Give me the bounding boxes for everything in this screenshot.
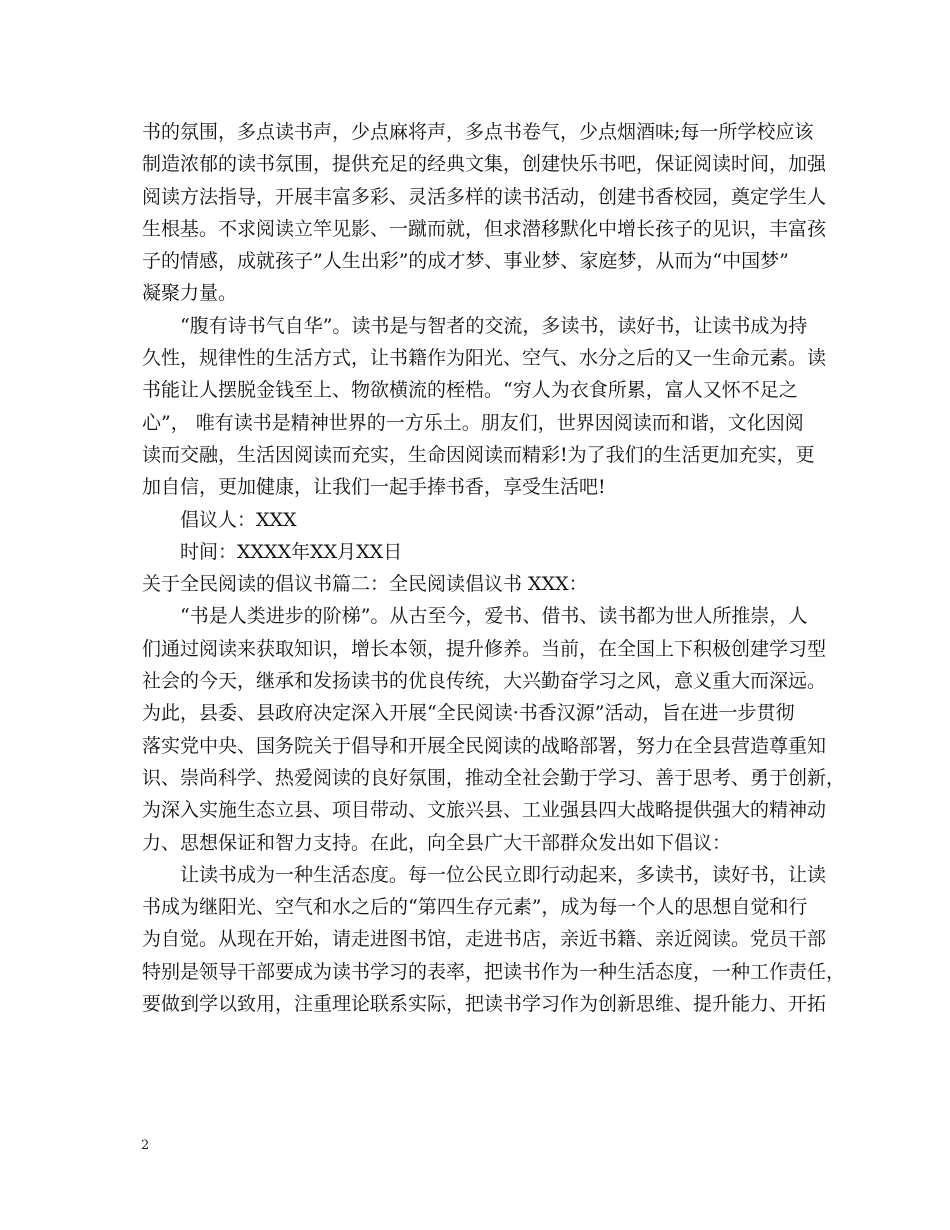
text-line: 书能让人摆脱金钱至上、物欲横流的桎梏。“穷人为衣食所累，富人又怀不足之 <box>142 379 798 402</box>
text-line: 识、崇尚科学、热爱阅读的良好氛围，推动全社会勤于学习、善于思考、勇于创新， <box>142 766 846 789</box>
text-line: 为深入实施生态立县、项目带动、文旅兴县、工业强县四大战略提供强大的精神动 <box>142 799 827 822</box>
text-line: 书的氛围，多点读书声，少点麻将声，多点书卷气，少点烟酒味;每一所学校应该 <box>142 121 814 143</box>
page-number: 2 <box>141 1138 150 1153</box>
text-line: 读而交融，生活因阅读而充实，生命因阅读而精彩!为了我们的生活更加充实，更 <box>142 443 815 466</box>
text-line: 生根基。不求阅读立竿见影、一蹴而就，但求潜移默化中增长孩子的见识，丰富孩 <box>142 217 827 240</box>
text-line: 凝聚力量。 <box>142 282 238 305</box>
text-line: 们通过阅读来获取知识，增长本领，提升修养。当前，在全国上下积极创建学习型 <box>142 637 827 660</box>
text-line: 子的情感，成就孩子”人生出彩”的成才梦、事业梦、家庭梦，从而为“中国梦” <box>142 250 789 273</box>
text-line: 社会的今天，继承和发扬读书的优良传统，大兴勤奋学习之风，意义重大而深远。 <box>142 670 827 693</box>
date-line: 时间：XXXX年XX月XX日 <box>142 540 403 563</box>
text-line: 力、思想保证和智力支持。在此，向全县广大干部群众发出如下倡议： <box>142 831 732 854</box>
text-line: 心”， 唯有读书是精神世界的一方乐土。朋友们，世界因阅读而和谐，文化因阅 <box>142 411 804 434</box>
text-line: 加自信，更加健康，让我们一起手捧书香，享受生活吧! <box>142 476 606 499</box>
text-line: 为此，县委、县政府决定深入开展“全民阅读·书香汉源”活动，旨在进一步贯彻 <box>142 702 795 725</box>
text-line: 特别是领导干部要成为读书学习的表率，把读书作为一种生活态度，一种工作责任， <box>142 960 846 983</box>
text-line: 书成为继阳光、空气和水之后的“第四生存元素”，成为每一个人的思想自觉和行 <box>142 896 808 919</box>
text-line: “书是人类进步的阶梯”。从古至今，爱书、借书、读书都为世人所推崇，人 <box>142 605 808 628</box>
text-line: 落实党中央、国务院关于倡导和开展全民阅读的战略部署，努力在全县营造尊重知 <box>142 734 827 757</box>
section-heading: 关于全民阅读的倡议书篇二：全民阅读倡议书 XXX： <box>142 573 588 596</box>
text-line: 让读书成为一种生活态度。每一位公民立即行动起来，多读书，读好书，让读 <box>142 863 827 886</box>
text-line: 久性，规律性的生活方式，让书籍作为阳光、空气、水分之后的又一生命元素。读 <box>142 347 827 370</box>
text-line: 制造浓郁的读书氛围，提供充足的经典文集，创建快乐书吧，保证阅读时间，加强 <box>142 153 827 176</box>
signatory-line: 倡议人：XXX <box>142 508 297 531</box>
document-body <box>142 116 846 1020</box>
text-line: “腹有诗书气自华”。读书是与智者的交流，多读书，读好书，让读书成为持 <box>142 314 808 337</box>
text-line: 要做到学以致用，注重理论联系实际，把读书学习作为创新思维、提升能力、开拓 <box>142 993 827 1016</box>
text-line: 阅读方法指导，开展丰富多彩、灵活多样的读书活动，创建书香校园，奠定学生人 <box>142 185 827 208</box>
text-line: 为自觉。从现在开始，请走进图书馆，走进书店，亲近书籍、亲近阅读。党员干部 <box>142 928 827 951</box>
